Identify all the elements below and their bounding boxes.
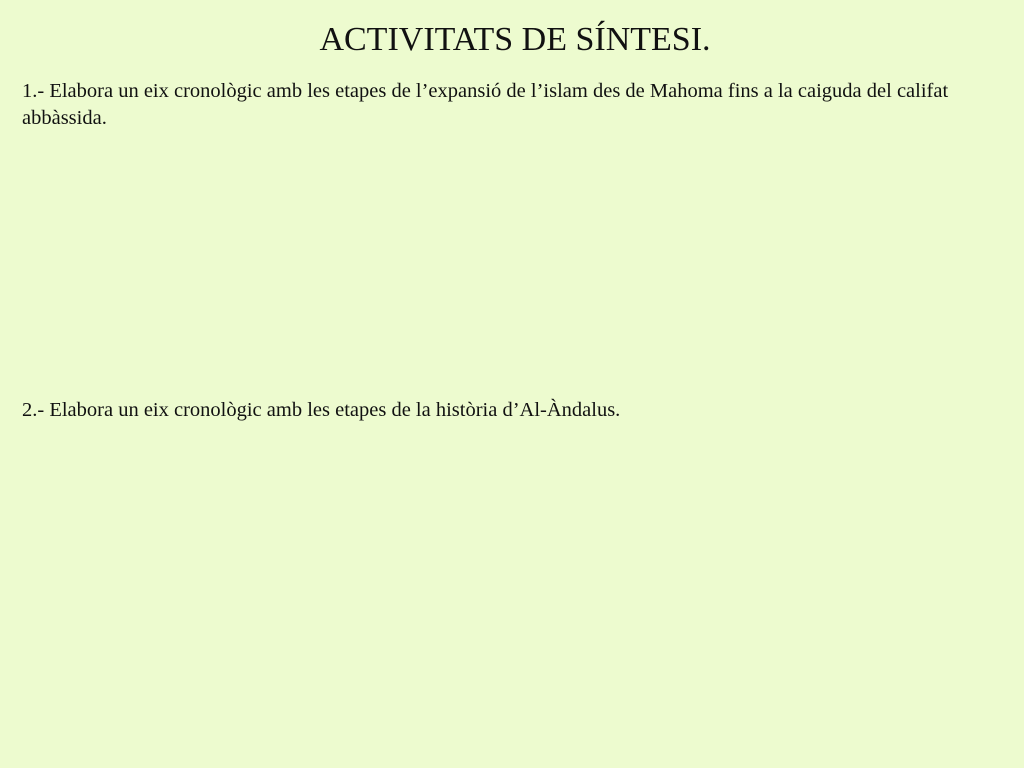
activity-2-text: 2.- Elabora un eix cronològic amb les etapes de la història d’Al-Àndalus. xyxy=(22,399,621,421)
activity-1-text: 1.- Elabora un eix cronològic amb les etapes de l’expansió de l’islam des de Mahoma fins a la caiguda del califat abbàssida. xyxy=(22,80,949,129)
slide-title: ACTIVITATS DE SÍNTESI. xyxy=(319,21,711,58)
